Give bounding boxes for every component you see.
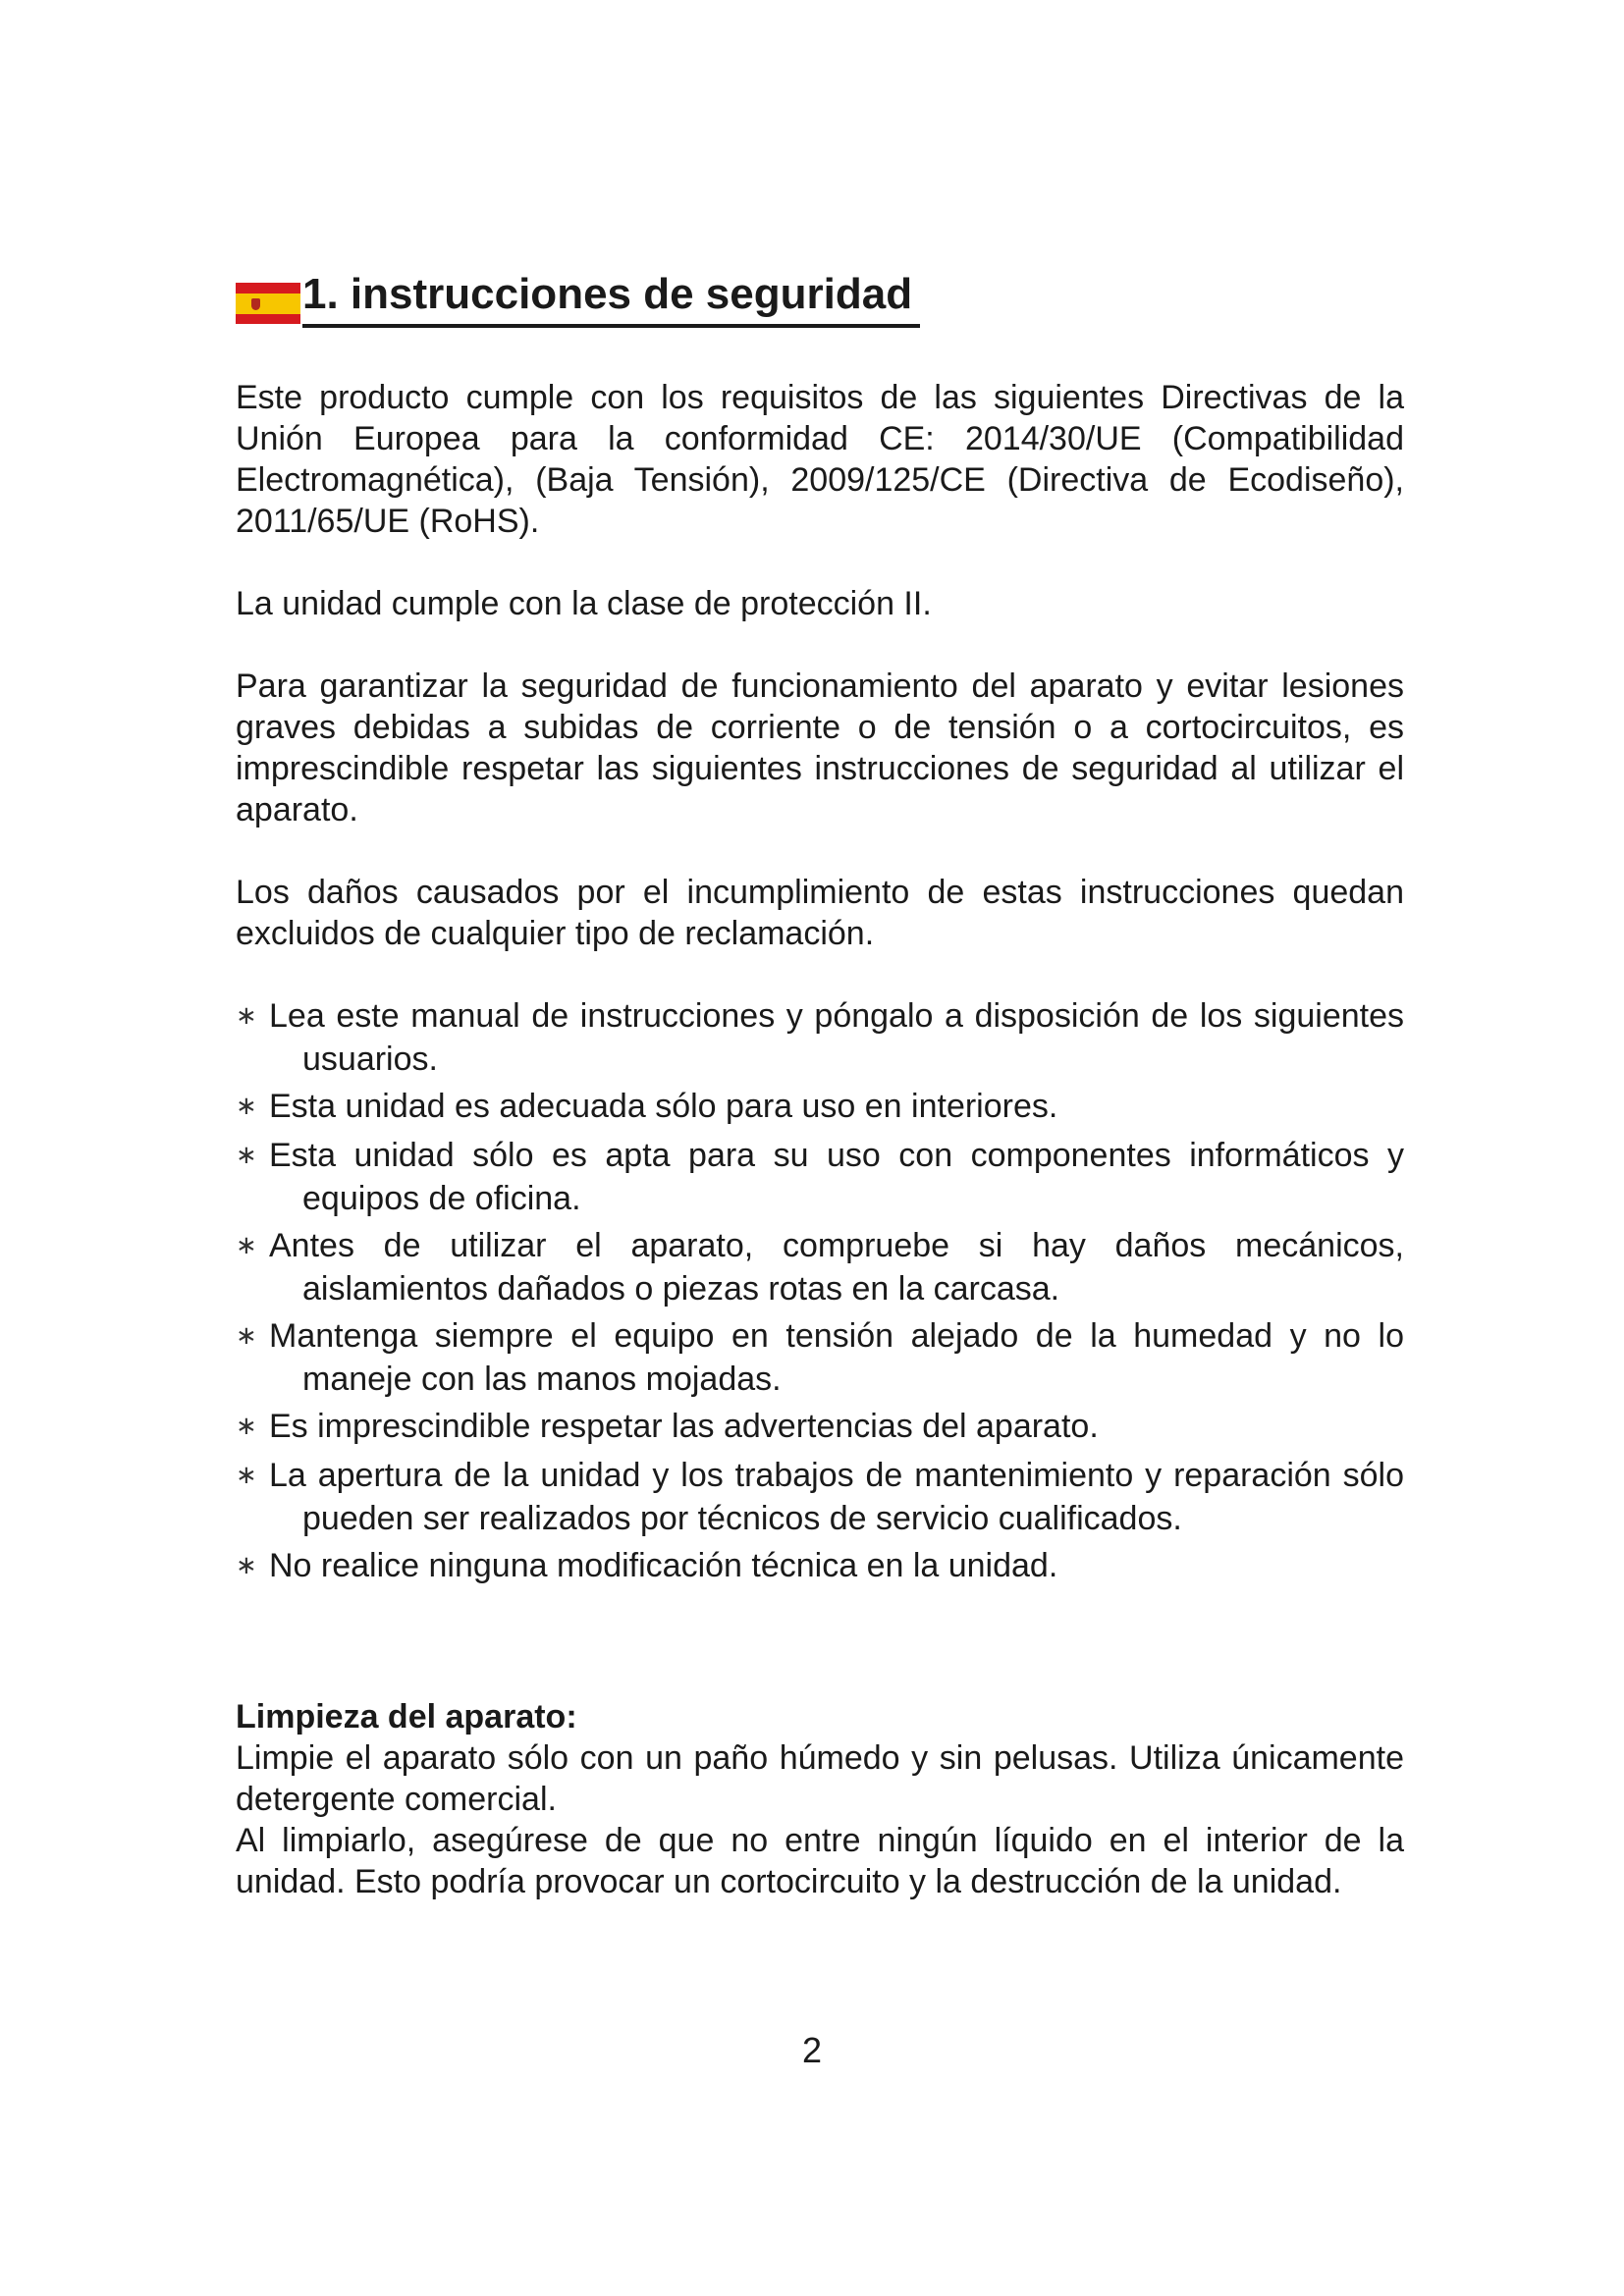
bullet-icon: ∗ <box>236 1460 257 1489</box>
bullet-icon: ∗ <box>236 1411 257 1440</box>
list-item: ∗ Es imprescindible respetar las advertencias del aparato. <box>236 1406 1404 1449</box>
list-item: ∗ Esta unidad es adecuada sólo para uso en interiores. <box>236 1086 1404 1129</box>
protection-class-paragraph: La unidad cumple con la clase de protección II. <box>236 585 932 622</box>
cleaning-paragraph: Limpie el aparato sólo con un paño húmedo y sin pelusas. Utiliza únicamente detergente comercial. <box>236 1739 1404 1818</box>
bullet-icon: ∗ <box>236 1140 257 1169</box>
list-item: ∗ No realice ninguna modificación técnica en la unidad. <box>236 1545 1404 1588</box>
list-item: ∗ Mantenga siempre el equipo en tensión alejado de la humedad y no lo maneje con las manos mojadas. <box>236 1315 1404 1400</box>
cleaning-warning-paragraph: Al limpiarlo, asegúrese de que no entre ningún líquido en el interior de la unidad. Esto podría provocar un cortocircuito y la destrucción de la unidad. <box>236 1822 1404 1900</box>
ce-conformity-paragraph: Este producto cumple con los requisitos de las siguientes Directivas de la Unión Europea para la conformidad CE: 2014/30/UE (Compatibilidad Electromagnética), (Baja Tensión), 2009/125/CE (Directiva de Ecodiseño), 2011/65/UE (RoHS). <box>236 379 1404 540</box>
section-title: 1. instrucciones de seguridad <box>302 273 920 328</box>
page-content <box>236 377 1404 1902</box>
section-heading <box>236 270 920 328</box>
bullet-icon: ∗ <box>236 1230 257 1259</box>
list-item: ∗ La apertura de la unidad y los trabajos de mantenimiento y reparación sólo pueden ser realizados por técnicos de servicio cualificados. <box>236 1455 1404 1539</box>
liability-paragraph: Los daños causados por el incumplimiento de estas instrucciones quedan excluidos de cualquier tipo de reclamación. <box>236 874 1404 952</box>
safety-intro-paragraph: Para garantizar la seguridad de funcionamiento del aparato y evitar lesiones graves debidas a subidas de corriente o de tensión o a cortocircuitos, es imprescindible respetar las siguientes instrucciones de seguridad al utilizar el aparato. <box>236 667 1404 828</box>
bullet-icon: ∗ <box>236 1550 257 1579</box>
bullet-icon: ∗ <box>236 1091 257 1120</box>
cleaning-heading: Limpieza del aparato: <box>236 1698 577 1735</box>
spain-flag-icon <box>236 283 300 324</box>
list-item: ∗ Antes de utilizar el aparato, compruebe si hay daños mecánicos, aislamientos dañados o piezas rotas en la carcasa. <box>236 1225 1404 1309</box>
list-item: ∗ Lea este manual de instrucciones y póngalo a disposición de los siguientes usuarios. <box>236 995 1404 1080</box>
list-item: ∗ Esta unidad sólo es apta para su uso con componentes informáticos y equipos de oficina. <box>236 1135 1404 1219</box>
safety-instructions-list <box>236 995 1404 1588</box>
bullet-icon: ∗ <box>236 1320 257 1350</box>
bullet-icon: ∗ <box>236 1000 257 1030</box>
page-number: 2 <box>801 2030 823 2070</box>
